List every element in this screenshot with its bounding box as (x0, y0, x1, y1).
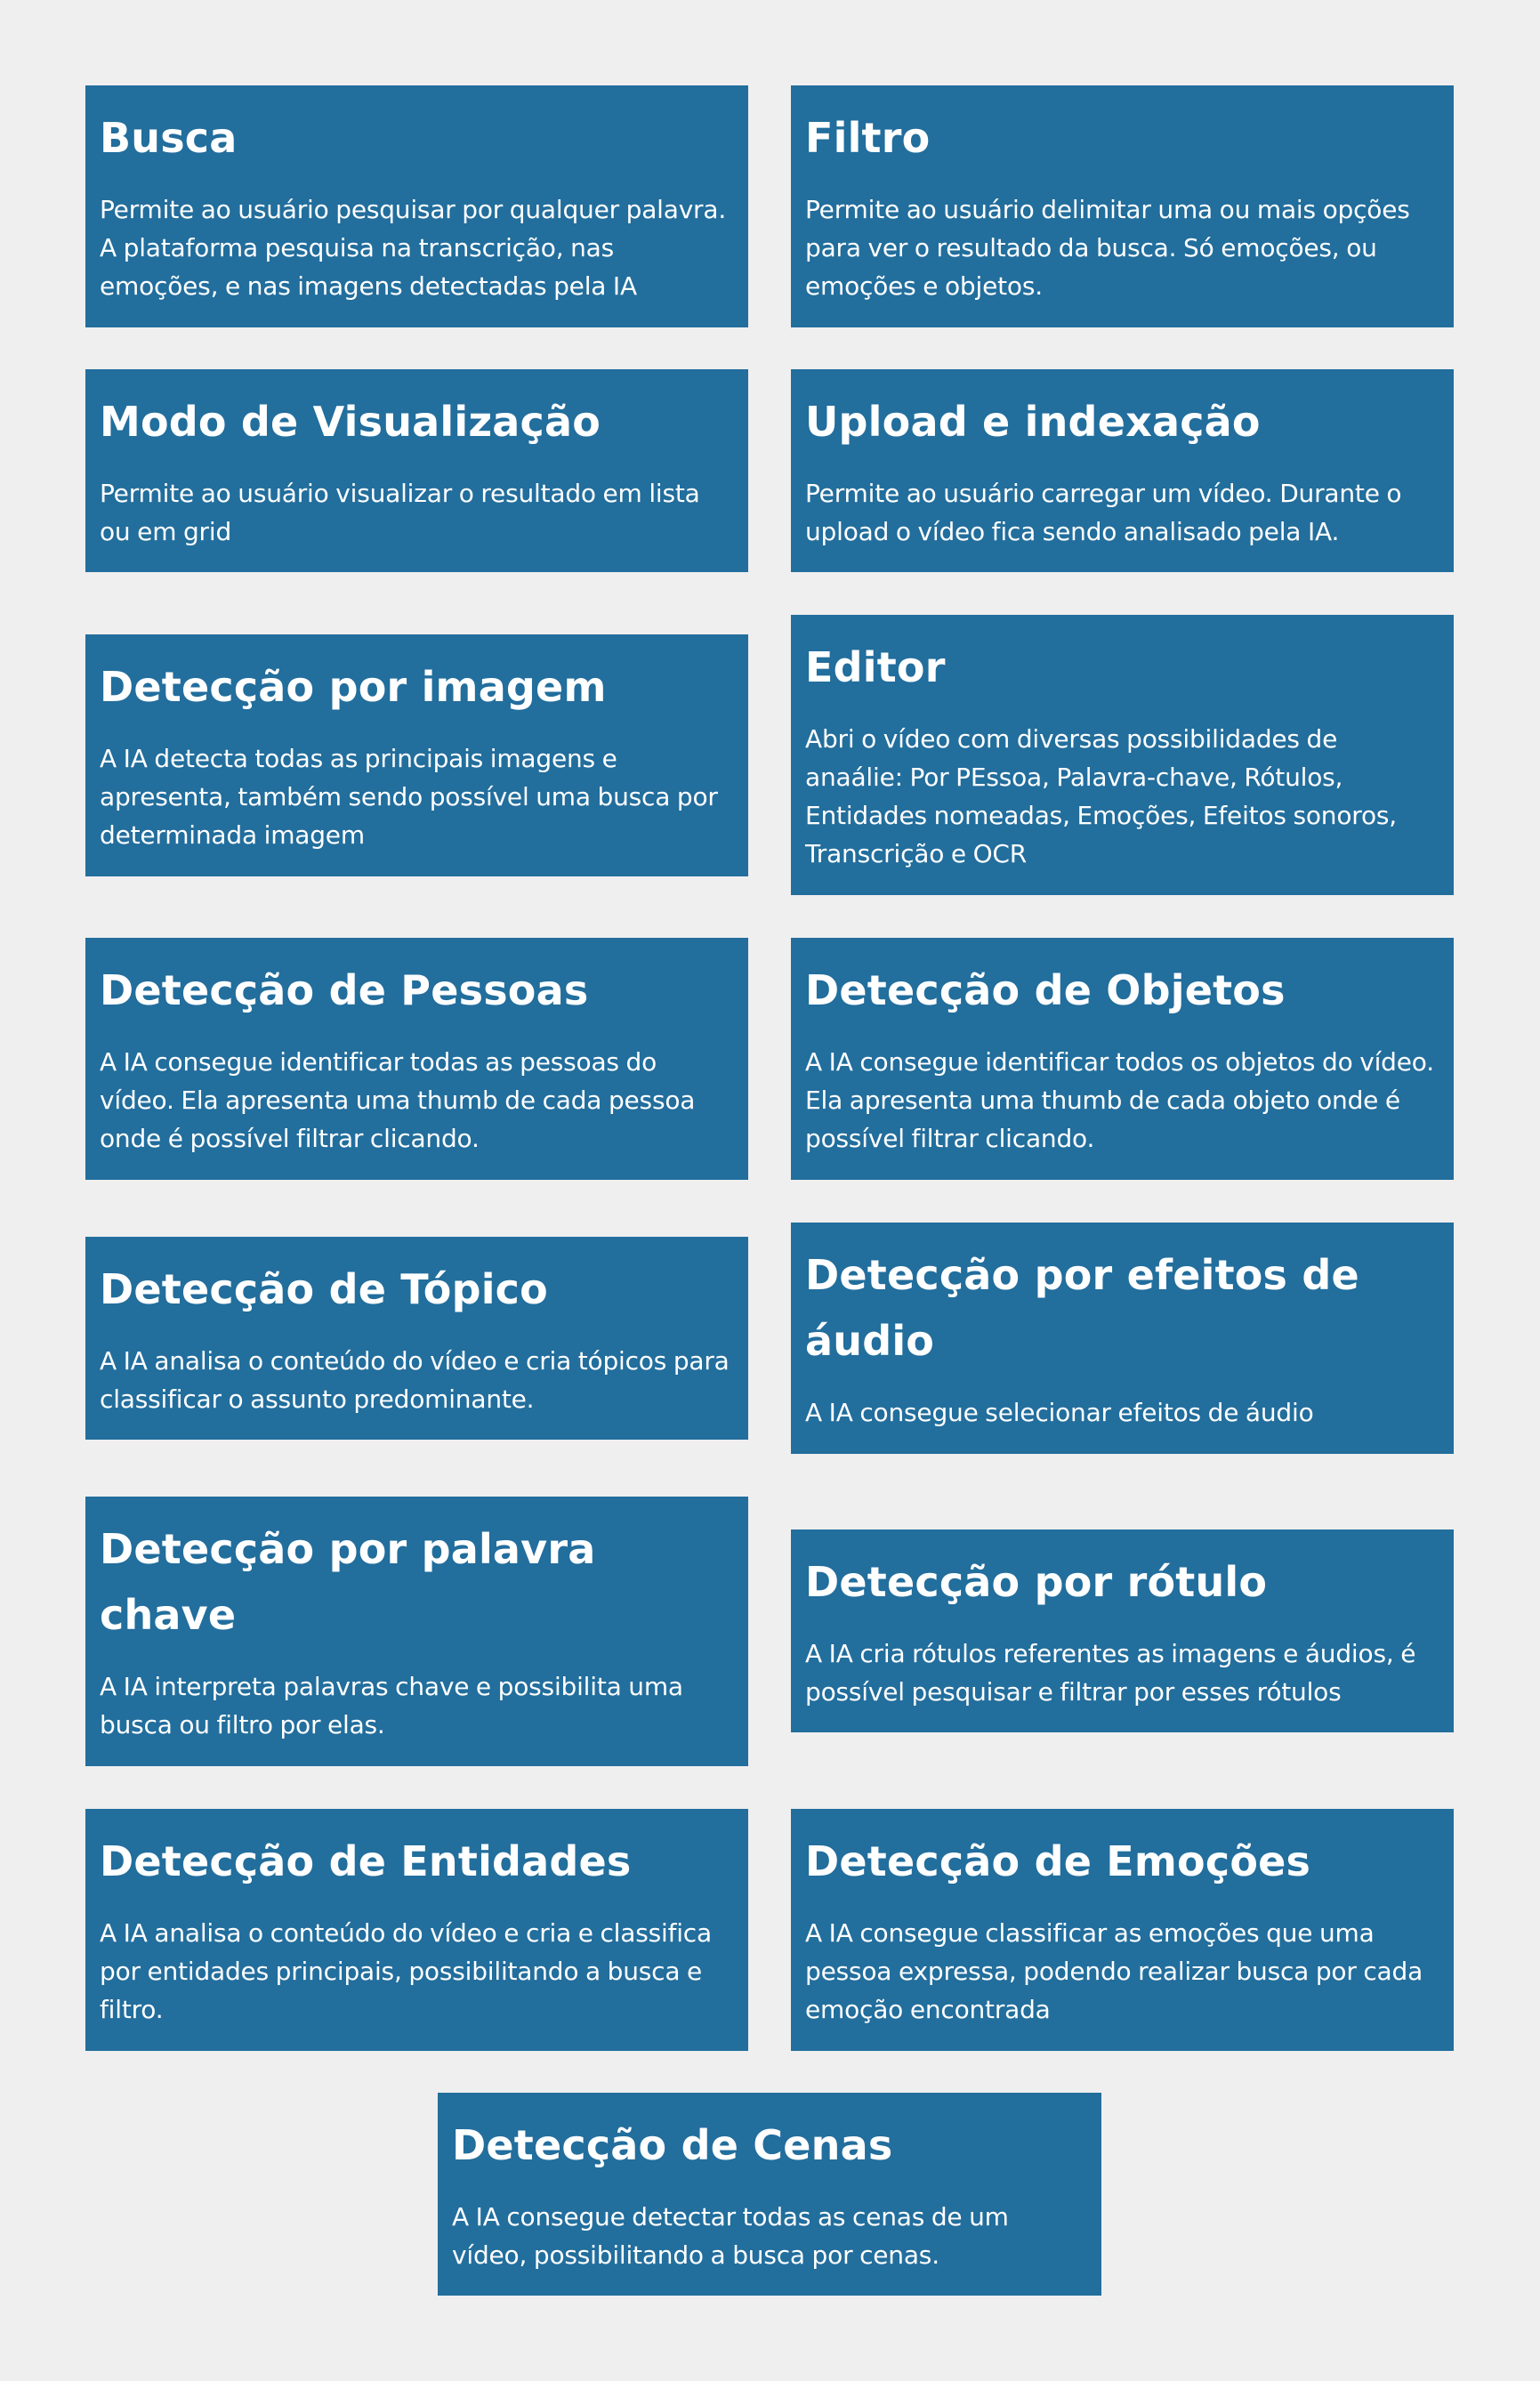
card-title: Detecção por imagem (100, 663, 607, 711)
card-description: Permite ao usuário delimitar uma ou mais opções para ver o resultado da busca. Só emoções, ou emoções e objetos. (805, 195, 1410, 301)
card-title: Detecção de Pessoas (100, 966, 589, 1014)
card-title: Detecção por rótulo (805, 1558, 1268, 1606)
card-deteccao-por-palavra-chave (85, 1497, 748, 1766)
card-busca (85, 85, 748, 327)
card-description: A IA consegue detectar todas as cenas de um vídeo, possibilitando a busca por cenas. (452, 2202, 1009, 2270)
card-description: Permite ao usuário pesquisar por qualquer palavra. A plataforma pesquisa na transcrição, nas emoções, e nas imagens detectadas pela IA (100, 195, 727, 301)
card-description: A IA cria rótulos referentes as imagens e áudios, é possível pesquisar e filtrar por esses rótulos (805, 1639, 1416, 1707)
card-editor (791, 615, 1454, 895)
card-title: Detecção de Tópico (100, 1265, 548, 1313)
card-description: A IA interpreta palavras chave e possibilita uma busca ou filtro por elas. (100, 1672, 683, 1739)
card-title: Modo de Visualização (100, 398, 601, 446)
card-description: A IA analisa o conteúdo do vídeo e cria e classifica por entidades principais, possibilitando a busca e filtro. (100, 1918, 712, 2024)
card-deteccao-de-objetos (791, 938, 1454, 1180)
card-deteccao-por-efeitos-de-audio (791, 1223, 1454, 1454)
card-description: Abri o vídeo com diversas possibilidades de anaálie: Por PEssoa, Palavra-chave, Rótulos, Entidades nomeadas, Emoções, Efeitos sonoros, Transcrição e OCR (805, 724, 1397, 868)
card-description: Permite ao usuário carregar um vídeo. Durante o upload o vídeo fica sendo analisado pela IA. (805, 479, 1402, 546)
card-description: A IA consegue selecionar efeitos de áudio (805, 1398, 1314, 1427)
card-title: Busca (100, 114, 238, 162)
card-title: Detecção por efeitos de áudio (805, 1251, 1359, 1365)
card-deteccao-de-entidades (85, 1809, 748, 2051)
card-deteccao-de-cenas (438, 2093, 1101, 2296)
card-description: A IA consegue identificar todos os objetos do vídeo. Ela apresenta uma thumb de cada objeto onde é possível filtrar clicando. (805, 1047, 1434, 1153)
card-deteccao-por-rotulo (791, 1529, 1454, 1732)
card-title: Detecção de Entidades (100, 1837, 632, 1885)
card-description: Permite ao usuário visualizar o resultado em lista ou em grid (100, 479, 700, 546)
card-title: Upload e indexação (805, 398, 1261, 446)
card-deteccao-por-imagem (85, 634, 748, 876)
card-title: Detecção de Cenas (452, 2121, 893, 2169)
card-deteccao-de-emocoes (791, 1809, 1454, 2051)
card-title: Filtro (805, 114, 931, 162)
card-filtro (791, 85, 1454, 327)
card-modo-de-visualizacao (85, 369, 748, 572)
card-title: Detecção por palavra chave (100, 1525, 596, 1639)
card-upload-e-indexacao (791, 369, 1454, 572)
card-description: A IA consegue classificar as emoções que uma pessoa expressa, podendo realizar busca por cada emoção encontrada (805, 1918, 1423, 2024)
card-description: A IA consegue identificar todas as pessoas do vídeo. Ela apresenta uma thumb de cada pessoa onde é possível filtrar clicando. (100, 1047, 696, 1153)
card-description: A IA analisa o conteúdo do vídeo e cria tópicos para classificar o assunto predominante. (100, 1346, 730, 1414)
card-deteccao-de-pessoas (85, 938, 748, 1180)
card-description: A IA detecta todas as principais imagens e apresenta, também sendo possível uma busca por determinada imagem (100, 744, 718, 850)
card-title: Editor (805, 643, 946, 691)
card-deteccao-de-topico (85, 1237, 748, 1440)
card-title: Detecção de Emoções (805, 1837, 1311, 1885)
card-title: Detecção de Objetos (805, 966, 1286, 1014)
